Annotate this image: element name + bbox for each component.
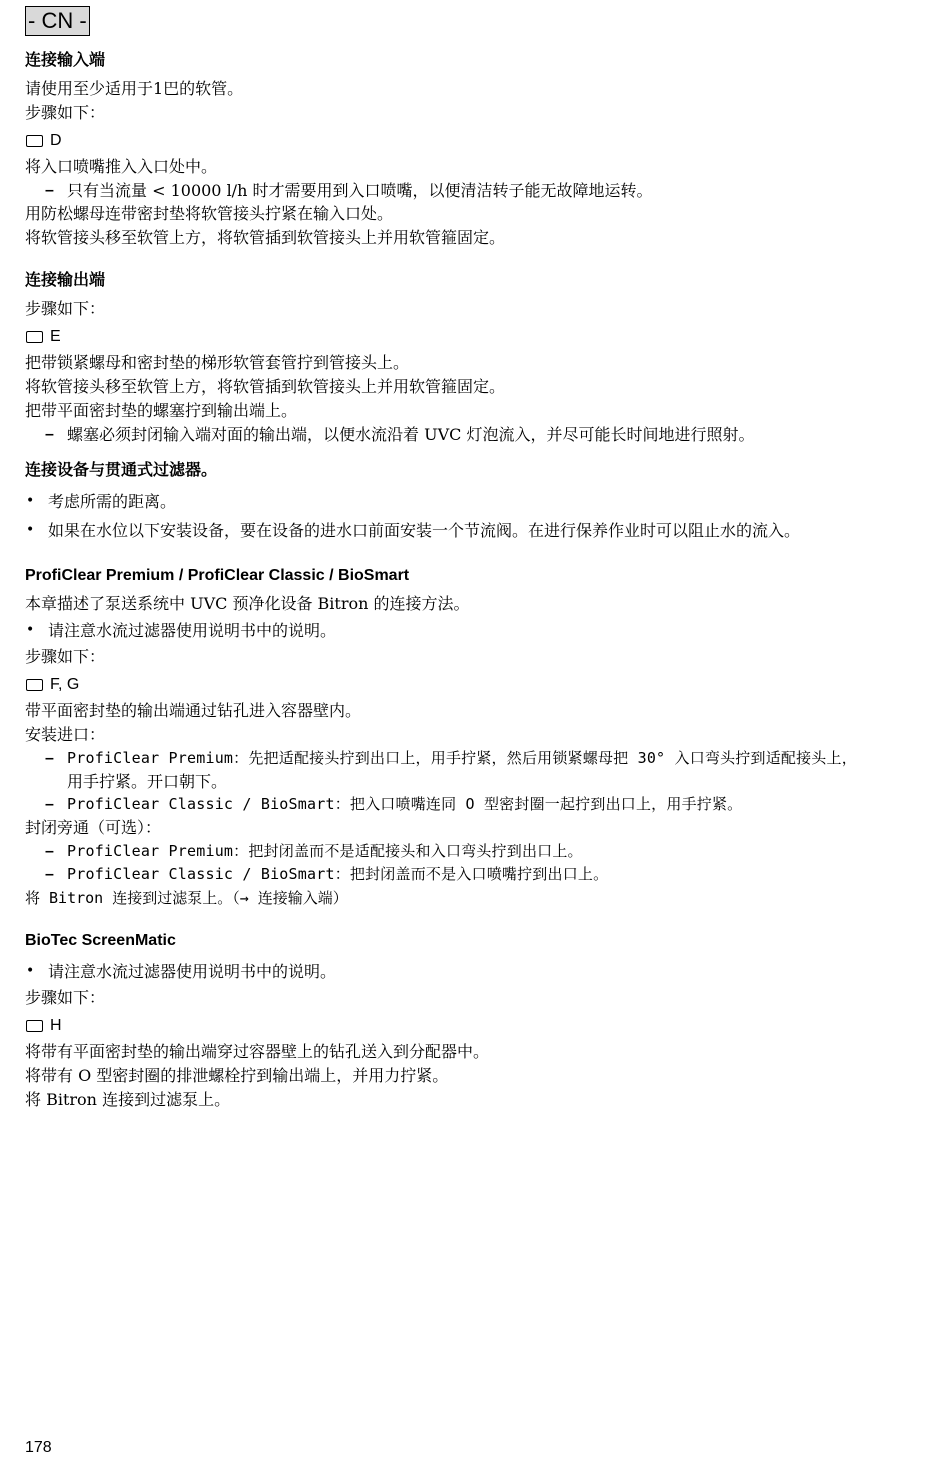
dash-text: 螺塞必须封闭输入端对面的输出端，以便水流沿着 UVC 灯泡流入，并尽可能长时间地进行照射。 [67,425,755,444]
paragraph: 将软管接头移至软管上方，将软管插到软管接头上并用软管箍固定。 [25,228,506,247]
paragraph: 将软管接头移至软管上方，将软管插到软管接头上并用软管箍固定。 [25,377,506,396]
dash-text: ProfiClear Classic / BioSmart：把封闭盖而不是入口喷嘴拧到出口上。 [67,865,609,883]
bullet-item [25,616,945,645]
bullet-text: 如果在水位以下安装设备，要在设备的进水口前面安装一个节流阀。在进行保养作业时可以阻止水的流入。 [48,521,801,540]
figure-reference [25,129,945,153]
bullet-item [25,957,945,986]
section-heading-proficlear: ProfiClear Premium / ProfiClear Classic / BioSmart [25,567,410,584]
bullet-text: 考虑所需的距离。 [48,492,177,511]
page-content [25,6,945,1112]
bullet-marker: • [26,622,35,638]
section-heading-outlet: 连接输出端 [25,272,106,289]
language-tag: - CN - [25,6,90,36]
paragraph: 步骤如下： [25,299,106,318]
figure-reference [25,673,945,697]
paragraph: 步骤如下： [25,647,106,666]
paragraph: 请使用至少适用于1巴的软管。 [25,79,244,98]
bullet-marker: • [26,963,35,979]
dash-text: ProfiClear Premium：把封闭盖而不是适配接头和入口弯头拧到出口上。 [67,842,583,860]
figure-label: E [50,328,61,345]
paragraph: 封闭旁通（可选）： [25,818,162,837]
bullet-marker: • [26,522,35,538]
dash-item [25,423,945,446]
bullet-item [25,487,945,516]
bullet-marker: • [26,493,35,509]
section-heading-filter-connection: 连接设备与贯通式过滤器。 [25,462,218,479]
dash-marker: – [45,866,54,883]
dash-marker: – [45,796,54,813]
paragraph: 将入口喷嘴推入入口处中。 [25,157,218,176]
paragraph: 用防松螺母连带密封垫将软管接头拧紧在输入口处。 [25,204,394,223]
dash-item [25,793,945,816]
figure-label: F, G [50,676,80,693]
section-heading-screenmatic: BioTec ScreenMatic [25,932,176,949]
paragraph: 步骤如下： [25,988,106,1007]
dash-text: 只有当流量 < 10000 l/h 时才需要用到入口喷嘴，以便清洁转子能无故障地运转。 [67,181,653,200]
dash-item [25,179,945,202]
bullet-text: 请注意水流过滤器使用说明书中的说明。 [48,621,337,640]
paragraph: 安装进口： [25,725,106,744]
figure-icon [26,1020,43,1032]
paragraph: 将带有平面密封垫的输出端穿过容器壁上的钻孔送入到分配器中。 [25,1042,490,1061]
dash-text: ProfiClear Classic / BioSmart：把入口喷嘴连同 O 型密封圈一起拧到出口上，用手拧紧。 [67,795,743,813]
bullet-text: 请注意水流过滤器使用说明书中的说明。 [48,962,337,981]
figure-icon [26,331,43,343]
bullet-item [25,516,945,545]
section-heading-inlet: 连接输入端 [25,52,106,69]
figure-icon [26,135,43,147]
dash-item [25,863,945,886]
figure-icon [26,679,43,691]
paragraph: 将带有 O 型密封圈的排泄螺栓拧到输出端上，并用力拧紧。 [25,1066,449,1085]
dash-marker: – [45,426,54,443]
paragraph: 把带锁紧螺母和密封垫的梯形软管套管拧到管接头上。 [25,353,410,372]
paragraph: 带平面密封垫的输出端通过钻孔进入容器壁内。 [25,701,362,720]
page-number: 178 [25,1439,52,1456]
paragraph: 把带平面密封垫的螺塞拧到输出端上。 [25,401,298,420]
dash-marker: – [45,750,54,767]
dash-item [25,747,945,770]
figure-label: H [50,1017,62,1034]
figure-label: D [50,132,62,149]
paragraph: 本章描述了泵送系统中 UVC 预净化设备 Bitron 的连接方法。 [25,594,470,613]
dash-text: ProfiClear Premium：先把适配接头拧到出口上，用手拧紧，然后用锁紧螺母把 30° 入口弯头拧到适配接头上， [67,749,857,767]
figure-reference [25,1014,945,1038]
paragraph: 将 Bitron 连接到过滤泵上。（→ 连接输入端） [25,889,348,907]
paragraph: 将 Bitron 连接到过滤泵上。 [25,1090,231,1109]
dash-item [25,840,945,863]
dash-marker: – [45,843,54,860]
dash-continuation: 用手拧紧。开口朝下。 [67,772,228,791]
paragraph: 步骤如下： [25,103,106,122]
figure-reference [25,325,945,349]
dash-marker: – [45,182,54,199]
